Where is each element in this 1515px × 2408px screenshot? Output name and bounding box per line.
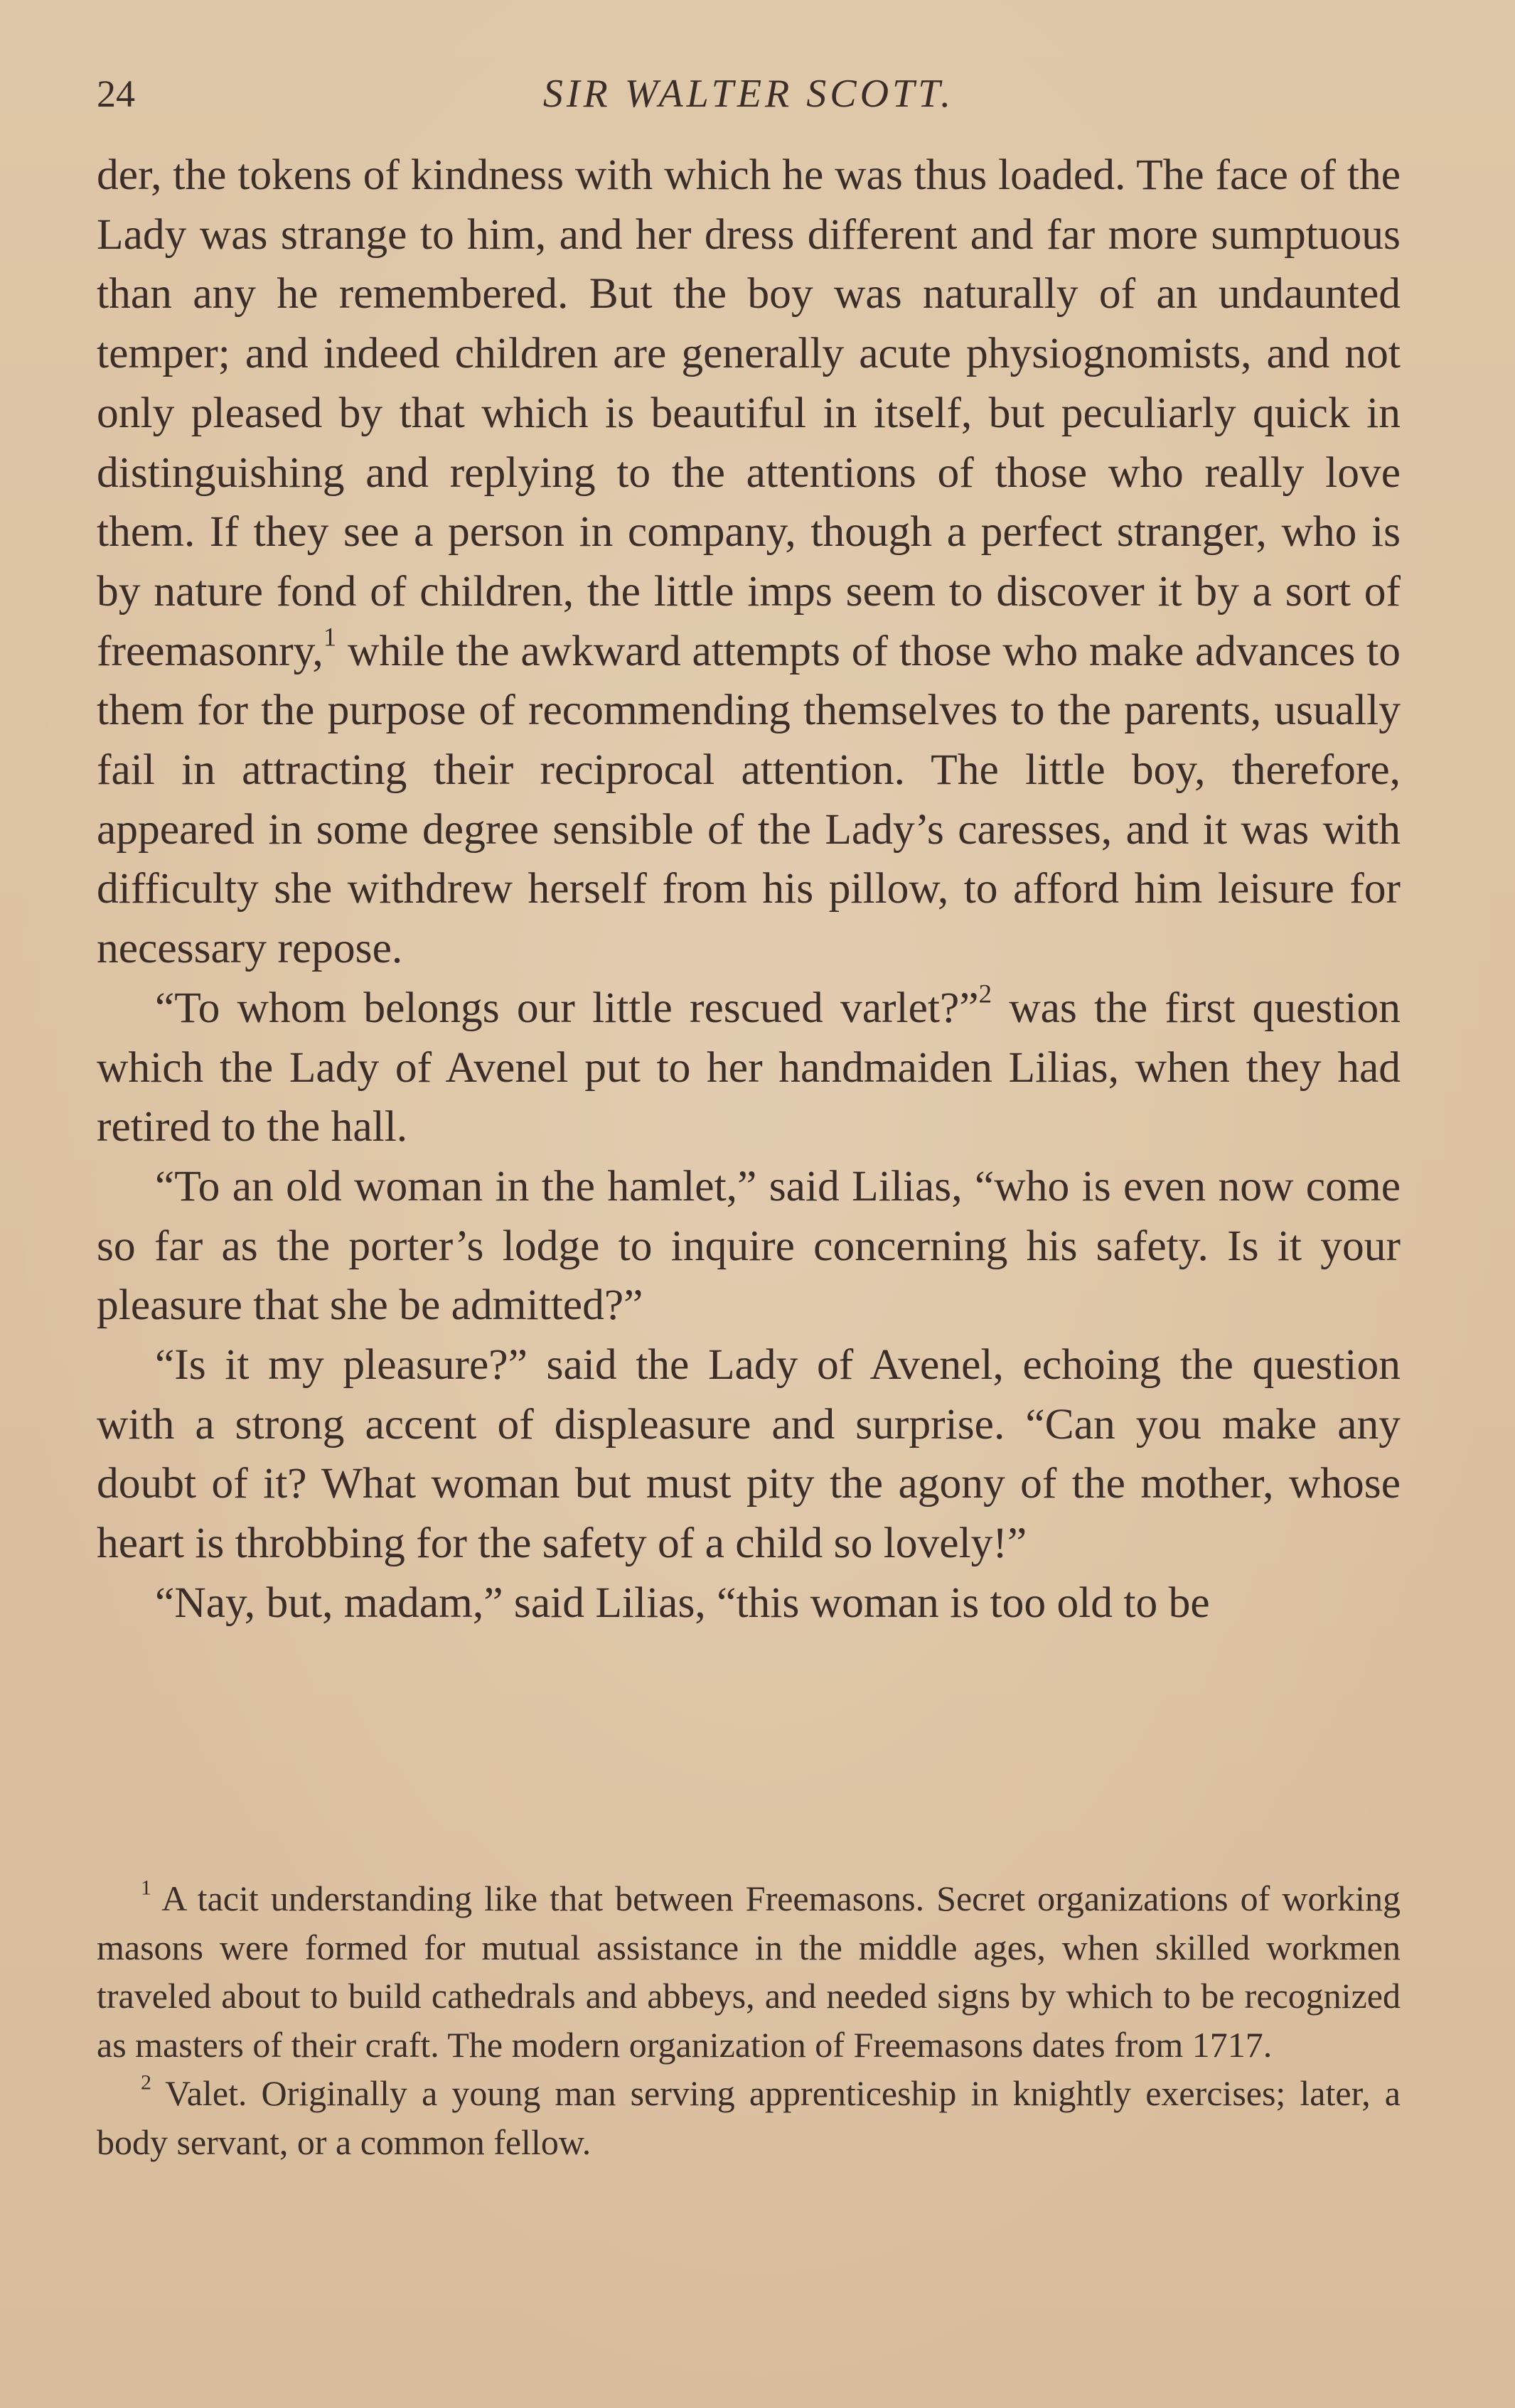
footnote-marker: 1 bbox=[141, 1876, 151, 1900]
footnote bbox=[97, 1874, 1401, 2069]
paragraph-text: der, the tokens of kindness with which he was thus loaded. The face of the Lady was strange to him, and her dress different and far more sumptuous than any he remembered. But the boy was naturally of an undaunted temper; and indeed children are generally acute physiognomists, and not only pleased by that which is beautiful in itself, but peculiarly quick in distinguishing and replying to the attentions of those who really love them. If they see a person in company, though a perfect stranger, who is by nature fond of children, the little imps seem to discover it by a sort of freemasonry, bbox=[97, 151, 1401, 675]
footnote-text: Valet. Originally a young man serving apprenticeship in knightly exercises; later, a body servant, or a common fellow. bbox=[97, 2073, 1401, 2162]
page-number: 24 bbox=[97, 72, 135, 115]
paragraph-text: “To whom belongs our little rescued varlet?” bbox=[155, 983, 979, 1032]
paragraph-text: was the first question which the Lady of Avenel put to her handmaiden Lilias, when they had retired to the hall. bbox=[97, 983, 1401, 1151]
paragraph bbox=[97, 146, 1401, 979]
paragraph bbox=[97, 1574, 1401, 1633]
running-title: SIR WALTER SCOTT. bbox=[542, 72, 955, 116]
paragraph-text: “To an old woman in the hamlet,” said Lilias, “who is even now come so far as the porter’s lodge to inquire concerning his safety. Is it your pleasure that she be admitted?” bbox=[97, 1161, 1401, 1330]
footnote bbox=[97, 2069, 1401, 2166]
body-text bbox=[97, 146, 1401, 1633]
footnote-text: A tacit understanding like that between Freemasons. Secret organizations of working masons were formed for mutual assistance in the middle ages, when skilled workmen traveled about to build cathedrals and abbeys, and needed signs by which to be recognized as masters of their craft. The modern organization of Freemasons dates from 1717. bbox=[97, 1878, 1401, 2065]
footnotes bbox=[97, 1874, 1401, 2166]
footnote-reference: 1 bbox=[323, 621, 337, 651]
paragraph bbox=[97, 1157, 1401, 1335]
paragraph-text: “Nay, but, madam,” said Lilias, “this woman is too old to be bbox=[155, 1578, 1210, 1627]
paragraph-text: “Is it my pleasure?” said the Lady of Avenel, echoing the question with a strong accent of displeasure and surprise. “Can you make any doubt of it? What woman but must pity the agony of the mother, whose heart is throbbing for the safety of a child so lovely!” bbox=[97, 1340, 1401, 1568]
paragraph bbox=[97, 979, 1401, 1157]
page-header bbox=[97, 65, 1401, 122]
footnote-reference: 2 bbox=[978, 979, 992, 1009]
paragraph-text: while the awkward attempts of those who make advances to them for the purpose of recommending themselves to the parents, usually fail in attracting their reciprocal attention. The little boy, therefore, appeared in some degree sensible of the Lady’s caresses, and it was with difficulty she withdrew herself from his pillow, to afford him leisure for necessary repose. bbox=[97, 626, 1401, 973]
footnote-marker: 2 bbox=[141, 2070, 151, 2095]
paragraph bbox=[97, 1335, 1401, 1574]
